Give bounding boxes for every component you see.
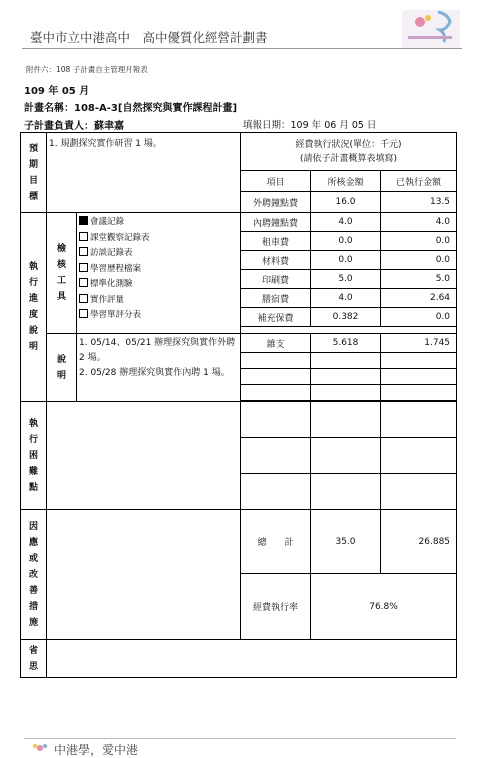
report-date: 109 年 06 月 05 日	[290, 120, 377, 131]
footer-slogan: 中港學，愛中港	[54, 743, 139, 757]
budget-approved: 5.0	[311, 270, 381, 289]
report-month: 109 年 05 月	[24, 86, 90, 97]
report-date-label: 填報日期：	[243, 120, 291, 131]
plan-name-line	[24, 99, 237, 114]
empty-cell	[241, 353, 311, 369]
tool-item[interactable]: 實作評量	[79, 293, 238, 309]
footer-divider	[24, 738, 456, 739]
total-label: 總 計	[241, 510, 311, 574]
empty-cell	[381, 353, 457, 369]
budget-item: 補充保費	[241, 308, 311, 327]
empty-cell	[311, 402, 381, 438]
spacer-cell	[241, 327, 457, 334]
tool-item[interactable]: 學習單評分表	[79, 308, 238, 324]
tool-item[interactable]: 課堂觀察記錄表	[79, 231, 238, 247]
tool-item[interactable]: 會議記錄	[79, 215, 238, 231]
empty-cell	[381, 369, 457, 385]
execution-rate: 76.8%	[311, 574, 457, 640]
goal-label: 預 期 目 標	[21, 133, 47, 213]
strategy-text[interactable]	[47, 510, 241, 640]
empty-cell	[311, 385, 381, 401]
monthly-report-table	[20, 132, 457, 678]
budget-item: 材料費	[241, 251, 311, 270]
checkbox-icon[interactable]	[79, 232, 88, 241]
checkbox-checked-icon[interactable]	[79, 216, 88, 225]
flower-logo-icon	[30, 741, 50, 755]
budget-title-cell	[241, 133, 457, 171]
empty-cell	[311, 353, 381, 369]
empty-cell	[381, 438, 457, 474]
budget-item: 膳宿費	[241, 289, 311, 308]
goal-text: 1. 規劃探究實作研習 1 場。	[47, 133, 241, 213]
explain-item: 1. 05/14、05/21 辦理探究與實作外聘 2 場。	[79, 338, 236, 363]
rate-label: 經費執行率	[241, 574, 311, 640]
budget-approved: 16.0	[311, 192, 381, 213]
empty-cell	[241, 474, 311, 510]
budget-approved: 4.0	[311, 213, 381, 232]
empty-cell	[241, 402, 311, 438]
tools-checklist	[77, 213, 241, 334]
plan-name-label: 計畫名稱：	[24, 103, 74, 114]
budget-approved: 0.0	[311, 232, 381, 251]
col-approved-header: 所核金額	[311, 171, 381, 192]
empty-cell	[311, 474, 381, 510]
checkbox-icon[interactable]	[79, 309, 88, 318]
tool-item[interactable]: 訪談記錄表	[79, 246, 238, 262]
school-logo-icon	[400, 6, 462, 52]
owner-label: 子計畫負責人：	[24, 121, 94, 132]
empty-cell	[311, 369, 381, 385]
budget-approved: 5.618	[311, 334, 381, 353]
difficulty-text[interactable]	[47, 402, 241, 510]
budget-executed: 2.64	[381, 289, 457, 308]
budget-executed: 1.745	[381, 334, 457, 353]
budget-item: 外聘鐘點費	[241, 192, 311, 213]
col-executed-header: 已執行金額	[381, 171, 457, 192]
attachment-note: 附件六：108 子計畫自主管理月報表	[26, 65, 148, 74]
total-executed: 26.885	[381, 510, 457, 574]
checkbox-icon[interactable]	[79, 247, 88, 256]
budget-item: 雜支	[241, 334, 311, 353]
tool-item[interactable]: 標準化測驗	[79, 277, 238, 293]
report-date-line	[243, 117, 376, 131]
reflection-text[interactable]	[47, 640, 457, 678]
col-item-header: 項目	[241, 171, 311, 192]
strategy-label: 因 應 或 改 善 措 施	[21, 510, 47, 640]
budget-approved: 0.0	[311, 251, 381, 270]
budget-executed: 0.0	[381, 232, 457, 251]
budget-executed: 0.0	[381, 251, 457, 270]
empty-cell	[381, 402, 457, 438]
budget-approved: 0.382	[311, 308, 381, 327]
empty-cell	[381, 474, 457, 510]
explain-item: 2. 05/28 辦理探究與實作內聘 1 場。	[79, 368, 230, 378]
header-divider	[22, 48, 462, 49]
difficulty-label: 執 行 困 難 點	[21, 402, 47, 510]
explain-text	[77, 334, 241, 402]
budget-item: 印刷費	[241, 270, 311, 289]
empty-cell	[311, 438, 381, 474]
owner-name: 蘇聿嘉	[94, 121, 124, 132]
checkbox-icon[interactable]	[79, 278, 88, 287]
budget-executed: 4.0	[381, 213, 457, 232]
owner-line	[24, 117, 124, 132]
empty-cell	[241, 385, 311, 401]
checkbox-icon[interactable]	[79, 294, 88, 303]
checkbox-icon[interactable]	[79, 263, 88, 272]
budget-subtitle: (請依子計畫概算表填寫)	[300, 153, 398, 164]
budget-executed: 0.0	[381, 308, 457, 327]
budget-approved: 4.0	[311, 289, 381, 308]
budget-item: 內聘鐘點費	[241, 213, 311, 232]
total-approved: 35.0	[311, 510, 381, 574]
plan-name: 108-A-3[自然探究與實作課程計畫]	[74, 103, 238, 114]
progress-label: 執 行 進 度 說 明	[21, 213, 47, 402]
budget-executed: 13.5	[381, 192, 457, 213]
budget-item: 租車費	[241, 232, 311, 251]
tools-label: 檢 核 工 具	[47, 213, 77, 334]
document-header-title: 臺中市立中港高中 高中優質化經營計劃書	[30, 30, 268, 45]
budget-executed: 5.0	[381, 270, 457, 289]
reflection-label: 省 思	[21, 640, 47, 678]
budget-title: 經費執行狀況(單位：千元)	[295, 139, 402, 150]
tool-item[interactable]: 學習歷程檔案	[79, 262, 238, 278]
empty-cell	[381, 385, 457, 401]
empty-cell	[241, 369, 311, 385]
explain-label: 說 明	[47, 334, 77, 402]
empty-cell	[241, 438, 311, 474]
